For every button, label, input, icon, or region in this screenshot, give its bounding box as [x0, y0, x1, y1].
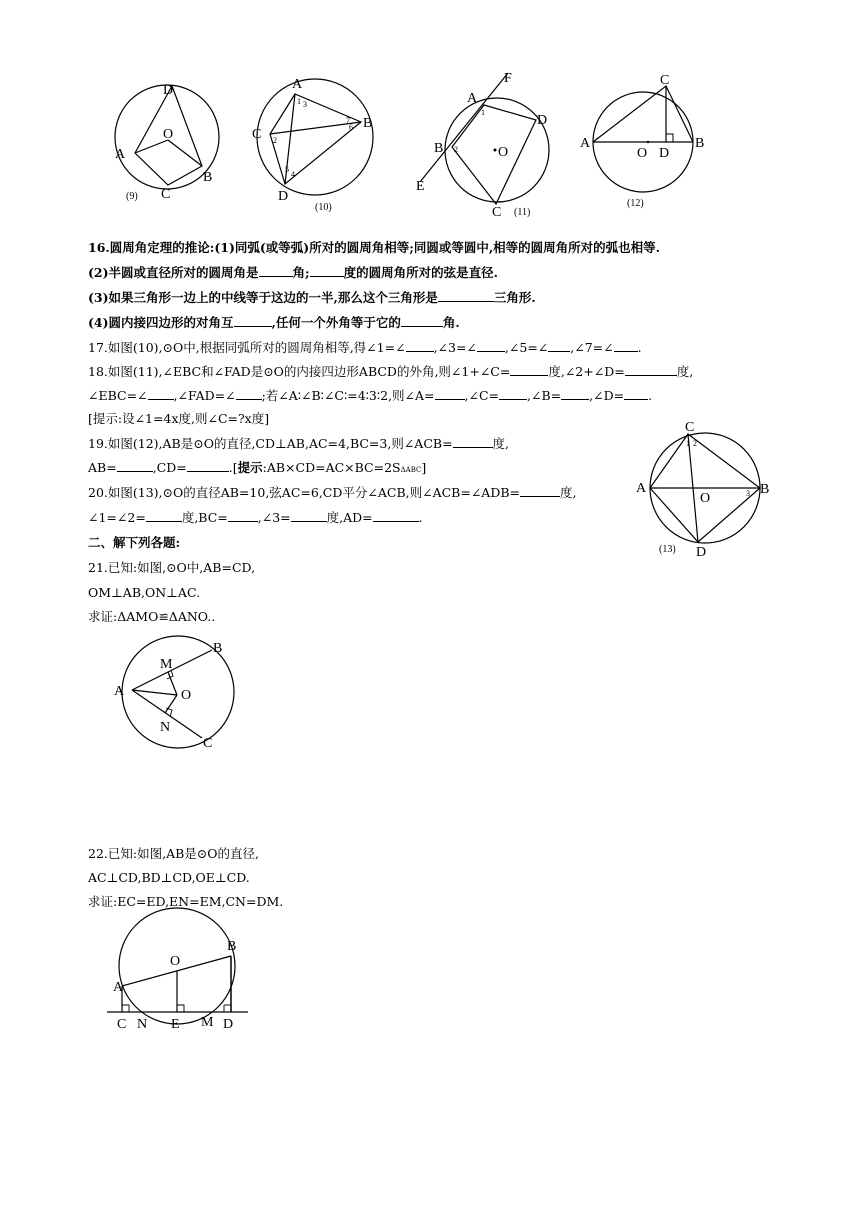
point-label: O	[700, 491, 711, 506]
figure-caption: (12)	[627, 198, 644, 209]
figure-caption: (10)	[315, 202, 332, 213]
point-label: C	[252, 127, 262, 142]
svg-text:2: 2	[693, 439, 697, 448]
svg-text:2: 2	[454, 145, 458, 154]
q21-line1: 21.已知:如图,⊙O中,AB=CD,	[88, 560, 256, 575]
q18-hint: [提示:设∠1=4x度,则∠C=?x度]	[88, 411, 270, 426]
section-heading: 二、解下列各题:	[88, 535, 181, 550]
q18-line2: ∠EBC=∠ ,∠FAD=∠ ;若∠A∶∠B∶∠C∶=4∶3∶2,则∠A= ,∠C= ,∠B= ,∠D= .	[88, 388, 653, 403]
point-label: B	[363, 116, 373, 131]
point-label: D	[659, 146, 670, 161]
q16-line1: 16.圆周角定理的推论:(1)同弧(或等弧)所对的圆周角相等;同圆或等圆中,相等的圆周角所对的弧也相等.	[88, 240, 661, 255]
point-label: O	[637, 146, 648, 161]
q16-line3: (3)如果三角形一边上的中线等于这边的一半,那么这个三角形是 三角形.	[88, 290, 536, 305]
point-label: A	[636, 481, 647, 496]
q22-line2: AC⊥CD,BD⊥CD,OE⊥CD.	[88, 870, 250, 885]
q21-line2: OM⊥AB,ON⊥AC.	[88, 585, 201, 600]
point-label: C	[492, 205, 502, 220]
q18-line1: 18.如图(11),∠EBC和∠FAD是⊙O的内接四边形ABCD的外角,则∠1+∠C= 度,∠2+∠D= 度,	[88, 364, 694, 379]
point-label: C	[660, 73, 670, 88]
svg-text:3: 3	[303, 100, 307, 109]
figure-caption: (13)	[659, 544, 676, 555]
point-label: A	[580, 136, 591, 151]
point-label: F	[504, 71, 512, 86]
figure-13	[630, 418, 780, 558]
point-label: B	[434, 141, 444, 156]
point-label: C	[161, 187, 171, 202]
point-label: C	[203, 736, 213, 751]
point-label: B	[760, 482, 770, 497]
point-label: A	[113, 980, 124, 995]
q20-line1: 20.如图(13),⊙O的直径AB=10,弦AC=6,CD平分∠ACB,则∠ACB=∠ADB= 度,	[88, 485, 577, 500]
figure-caption: (9)	[126, 191, 138, 202]
point-label: D	[223, 1017, 234, 1032]
svg-text:3: 3	[746, 489, 750, 498]
svg-text:1: 1	[686, 439, 690, 448]
svg-text:1: 1	[481, 108, 485, 117]
point-label: D	[278, 189, 289, 204]
svg-text:4: 4	[291, 170, 295, 179]
q22-line3: 求证:EC=ED,EN=EM,CN=DM.	[88, 894, 284, 909]
q20-line2: ∠1=∠2= 度,BC= ,∠3= 度,AD= .	[88, 510, 423, 525]
figure-10	[245, 74, 375, 214]
point-label: D	[696, 545, 707, 560]
figure-11	[412, 70, 562, 220]
q19-line2: AB= ,CD= .[提示:AB×CD=AC×BC=2SΔABC]	[88, 460, 427, 475]
figure-9	[110, 80, 220, 205]
q21-line3: 求证:ΔAMO≌ΔANO..	[88, 609, 216, 624]
q19-line1: 19.如图(12),AB是⊙O的直径,CD⊥AB,AC=4,BC=3,则∠ACB= 度,	[88, 436, 510, 451]
point-label: B	[695, 136, 705, 151]
point-label: O	[498, 145, 509, 160]
point-label: O	[181, 688, 192, 703]
point-label: D	[537, 113, 548, 128]
figure-caption: (11)	[514, 207, 531, 218]
figure-12	[578, 74, 718, 214]
q17: 17.如图(10),⊙O中,根据同弧所对的圆周角相等,得∠1=∠ ,∠3=∠ ,∠5=∠ ,∠7=∠ .	[88, 340, 642, 355]
figure-q21	[110, 632, 240, 757]
point-label: M	[160, 657, 173, 672]
point-label: A	[114, 684, 125, 699]
point-label: O	[170, 954, 181, 969]
point-label: E	[171, 1017, 180, 1032]
q16-line2: (2)半圆或直径所对的圆周角是 角; 度的圆周角所对的弦是直径.	[88, 265, 499, 280]
point-label: O	[163, 127, 174, 142]
q16-line4: (4)圆内接四边形的对角互 ,任何一个外角等于它的 角.	[88, 315, 460, 330]
point-label: B	[203, 170, 213, 185]
point-label: D	[163, 83, 174, 98]
point-label: B	[213, 641, 223, 656]
q22-line1: 22.已知:如图,AB是⊙O的直径,	[88, 846, 259, 861]
point-label: E	[416, 179, 425, 194]
svg-text:2: 2	[273, 136, 277, 145]
svg-text:5: 5	[285, 165, 289, 174]
point-label: N	[137, 1017, 148, 1032]
svg-text:1: 1	[297, 97, 301, 106]
point-label: A	[467, 91, 478, 106]
point-label: C	[685, 420, 695, 435]
svg-text:7: 7	[346, 116, 350, 125]
point-label: M	[201, 1015, 214, 1030]
point-label: C	[117, 1017, 127, 1032]
point-label: A	[292, 77, 303, 92]
point-label: B	[227, 939, 237, 954]
point-label: A	[115, 147, 126, 162]
point-label: N	[160, 720, 171, 735]
figure-q22	[105, 908, 255, 1033]
svg-text:6: 6	[349, 123, 353, 132]
